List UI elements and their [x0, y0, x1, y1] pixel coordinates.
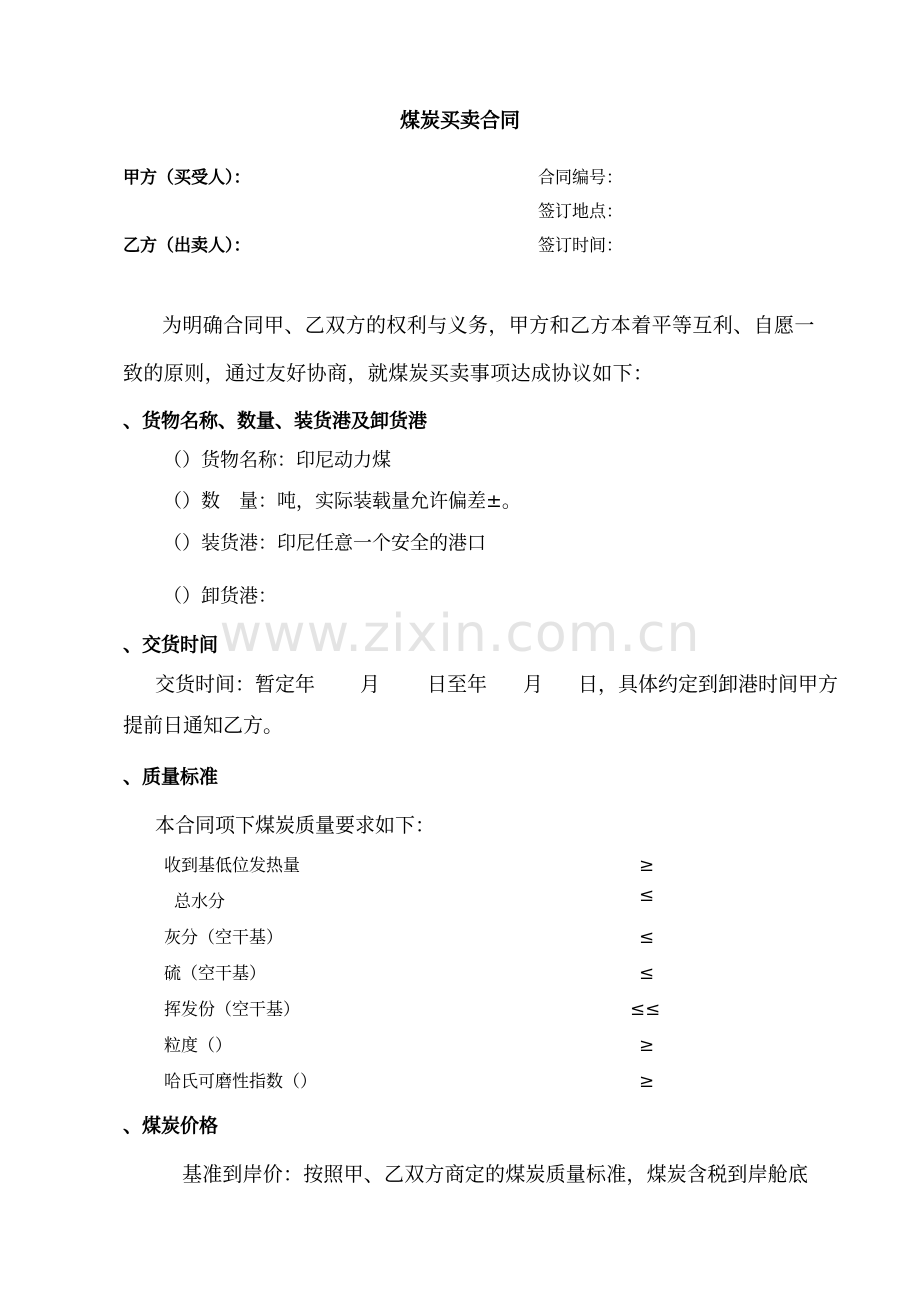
- delivery-time-line-2: 提前日通知乙方。: [123, 713, 283, 737]
- quality-row-operator: ≥: [639, 1035, 655, 1056]
- quality-row-operator: ≤: [639, 927, 655, 948]
- delivery-time-text-5: 日，具体约定到卸港时间甲方: [578, 672, 838, 696]
- quality-row-operator: ≥: [639, 855, 655, 876]
- quality-row-operator: ≤: [639, 963, 655, 984]
- quality-intro: 本合同项下煤炭质量要求如下：: [155, 813, 435, 837]
- loading-port-item: （）装货港：印尼任意一个安全的港口: [163, 532, 487, 554]
- quality-row-name: 硫（空干基）: [164, 964, 266, 984]
- section-delivery-heading: 、交货时间: [123, 634, 219, 656]
- delivery-time-text-3: 日至年: [427, 672, 487, 696]
- watermark: www.zixin.com.cn: [219, 604, 701, 664]
- goods-quantity-item: （）数 量：吨，实际装载量允许偏差±。: [163, 490, 521, 512]
- quality-row-name: 灰分（空干基）: [164, 928, 283, 948]
- section-price-heading: 、煤炭价格: [123, 1115, 219, 1137]
- section-goods-heading: 、货物名称、数量、装货港及卸货港: [123, 410, 428, 432]
- quality-row-name: 粒度（）: [164, 1036, 232, 1056]
- quality-row-operator: ≤≤: [630, 999, 661, 1020]
- party-b-label: 乙方（出卖人）：: [123, 236, 251, 256]
- signing-place-label: 签订地点：: [538, 202, 623, 222]
- signing-time-label: 签订时间：: [538, 236, 623, 256]
- quality-row-name: 挥发份（空干基）: [164, 1000, 300, 1020]
- discharge-port-item: （）卸货港：: [163, 585, 278, 607]
- quality-row-name: 哈氏可磨性指数（）: [164, 1072, 317, 1092]
- intro-line-1: 为明确合同甲、乙双方的权利与义务，甲方和乙方本着平等互利、自愿一: [162, 313, 815, 337]
- delivery-time-text-1: 交货时间：暂定年: [155, 672, 315, 696]
- price-line-1: 基准到岸价：按照甲、乙双方商定的煤炭质量标准，煤炭含税到岸舱底: [182, 1162, 809, 1186]
- document-title: 煤炭买卖合同: [400, 108, 520, 132]
- party-a-label: 甲方（买受人）：: [123, 168, 251, 188]
- delivery-time-text-2: 月: [360, 672, 380, 696]
- quality-row-name: 总水分: [174, 892, 225, 912]
- delivery-time-text-4: 月: [523, 672, 543, 696]
- quality-row-name: 收到基低位发热量: [164, 856, 300, 876]
- goods-name-item: （）货物名称：印尼动力煤: [163, 449, 392, 471]
- quality-row-operator: ≤: [639, 885, 655, 906]
- intro-line-2: 致的原则，通过友好协商，就煤炭买卖事项达成协议如下：: [123, 361, 654, 385]
- quality-row-operator: ≥: [639, 1071, 655, 1092]
- section-quality-heading: 、质量标准: [123, 766, 219, 788]
- contract-number-label: 合同编号：: [538, 168, 623, 188]
